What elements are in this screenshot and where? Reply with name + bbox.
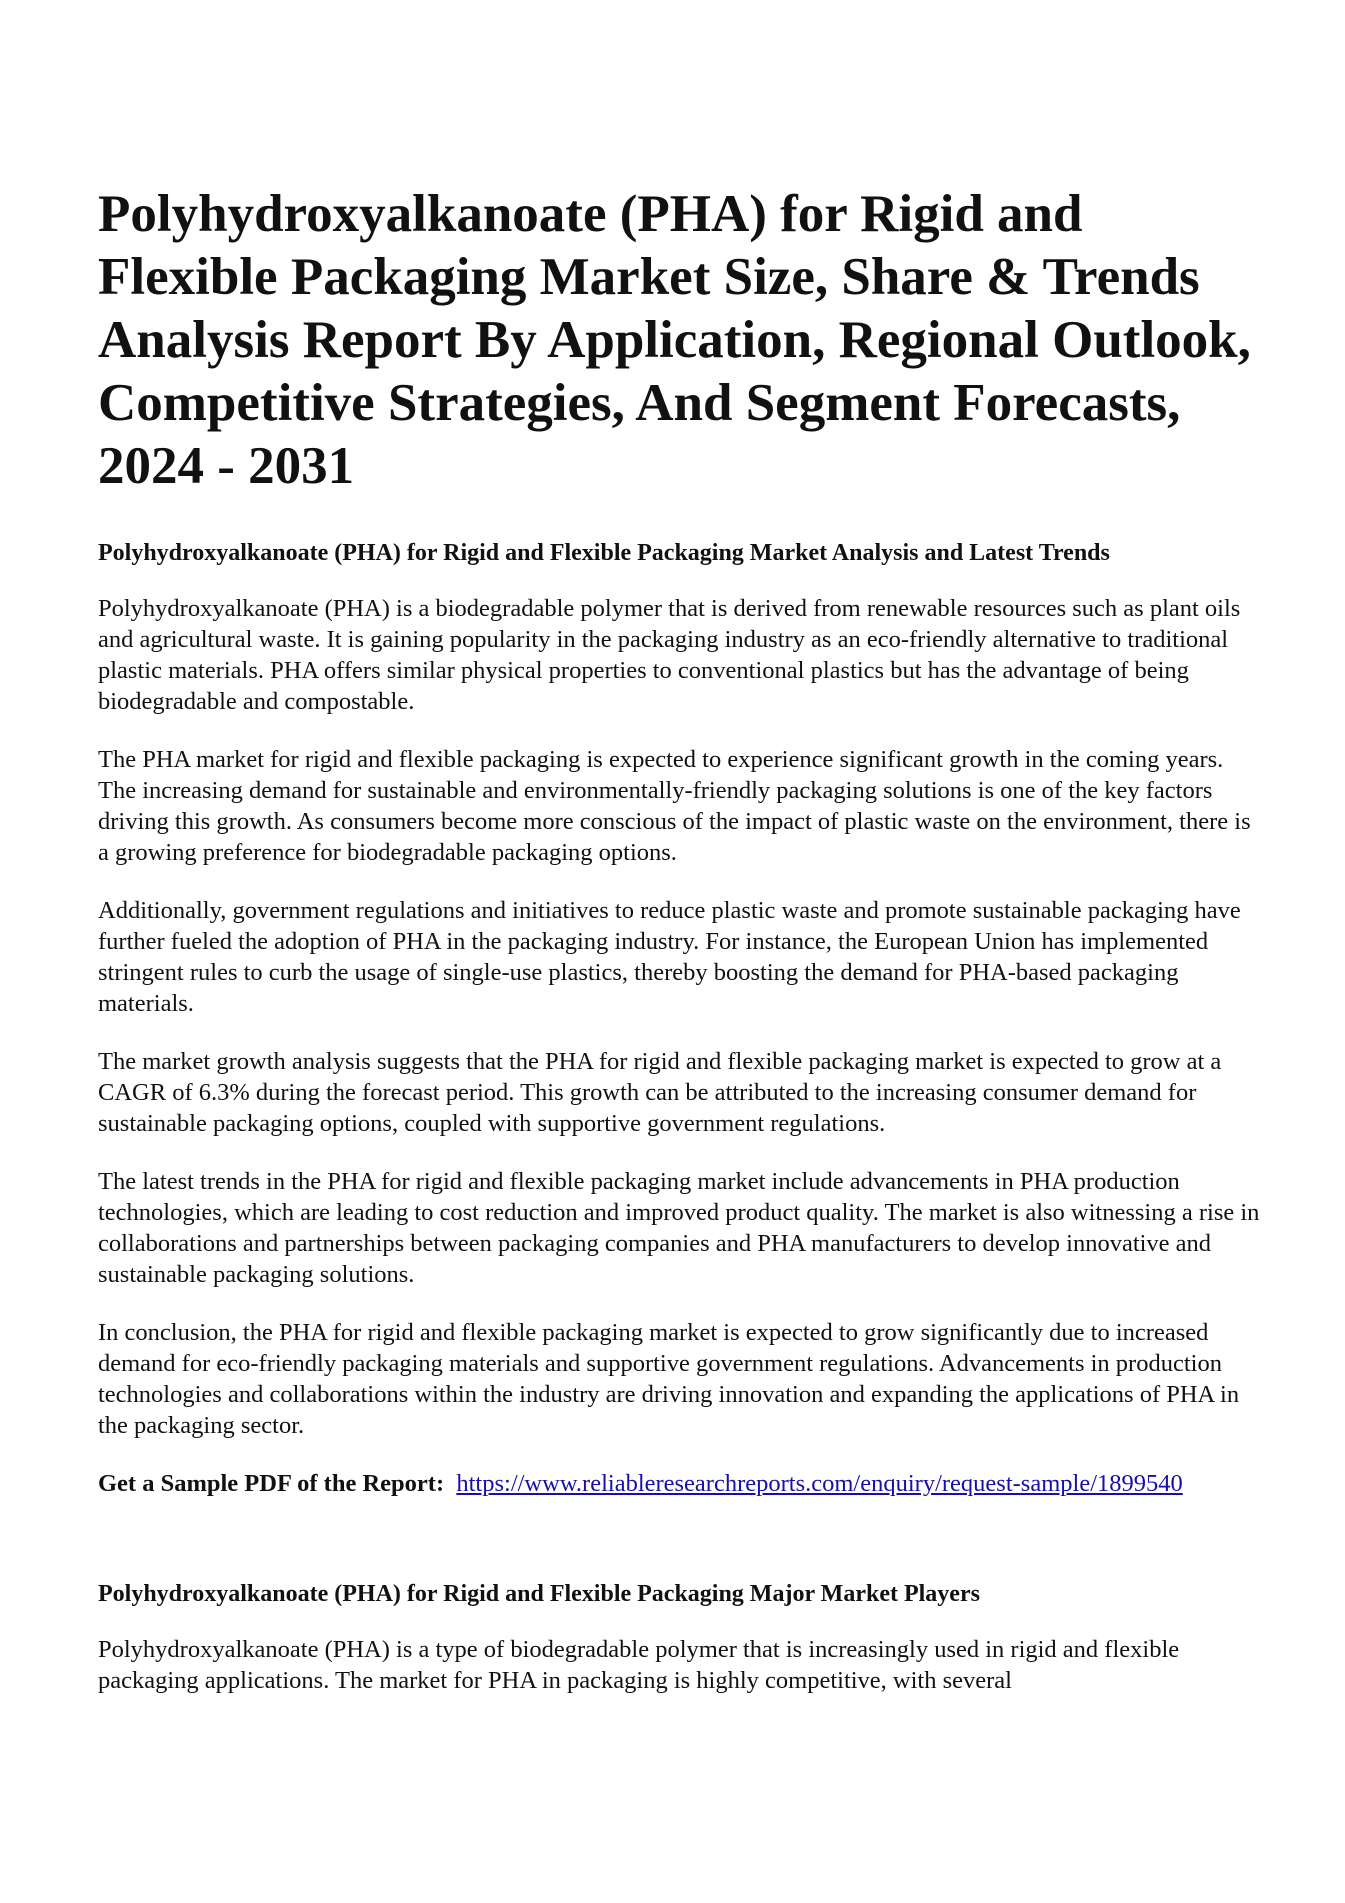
sample-pdf-line — [98, 1468, 1263, 1499]
section-heading-market-analysis: Polyhydroxyalkanoate (PHA) for Rigid and Flexible Packaging Market Analysis and Latest Trends — [98, 540, 1110, 566]
document-page — [98, 183, 1263, 1696]
paragraph-regulations: Additionally, government regulations and initiatives to reduce plastic waste and promote sustainable packaging have further fueled the adoption of PHA in the packaging industry. For instance, the European Union has implemented stringent rules to curb the usage of single-use plastics, thereby boosting the demand for PHA-based packaging materials. — [98, 897, 1241, 1017]
document-title: Polyhydroxyalkanoate (PHA) for Rigid and Flexible Packaging Market Size, Share & Trends Analysis Report By Application, Regional Outlook, Competitive Strategies, And Segment Forecasts, 2024 - 2031 — [98, 185, 1251, 495]
sample-pdf-label: Get a Sample PDF of the Report: — [98, 1470, 445, 1497]
paragraph-cagr: The market growth analysis suggests that the PHA for rigid and flexible packaging market is expected to grow at a CAGR of 6.3% during the forecast period. This growth can be attributed to the increasing consumer demand for sustainable packaging options, coupled with supportive government regulations. — [98, 1048, 1222, 1137]
paragraph-conclusion: In conclusion, the PHA for rigid and flexible packaging market is expected to grow significantly due to increased demand for eco-friendly packaging materials and supportive government regulations. Advancements in production technologies and collaborations within the industry are driving innovation and expanding the applications of PHA in the packaging sector. — [98, 1319, 1240, 1439]
paragraph-trends: The latest trends in the PHA for rigid and flexible packaging market include advancements in PHA production technologies, which are leading to cost reduction and improved product quality. The market is also witnessing a rise in collaborations and partnerships between packaging companies and PHA manufacturers to develop innovative and sustainable packaging solutions. — [98, 1168, 1260, 1288]
section-heading-market-players: Polyhydroxyalkanoate (PHA) for Rigid and Flexible Packaging Major Market Players — [98, 1581, 980, 1607]
paragraph-growth: The PHA market for rigid and flexible packaging is expected to experience significant growth in the coming years. The increasing demand for sustainable and environmentally-friendly packaging solutions is one of the key factors driving this growth. As consumers become more conscious of the impact of plastic waste on the environment, there is a growing preference for biodegradable packaging options. — [98, 746, 1251, 866]
paragraph-intro: Polyhydroxyalkanoate (PHA) is a biodegradable polymer that is derived from renewable resources such as plant oils and agricultural waste. It is gaining popularity in the packaging industry as an eco-friendly alternative to traditional plastic materials. PHA offers similar physical properties to conventional plastics but has the advantage of being biodegradable and compostable. — [98, 595, 1241, 715]
paragraph-players-intro: Polyhydroxyalkanoate (PHA) is a type of biodegradable polymer that is increasingly used in rigid and flexible packaging applications. The market for PHA in packaging is highly competitive, with several — [98, 1636, 1180, 1694]
sample-pdf-link[interactable]: https://www.reliableresearchreports.com/enquiry/request-sample/1899540 — [456, 1470, 1183, 1497]
